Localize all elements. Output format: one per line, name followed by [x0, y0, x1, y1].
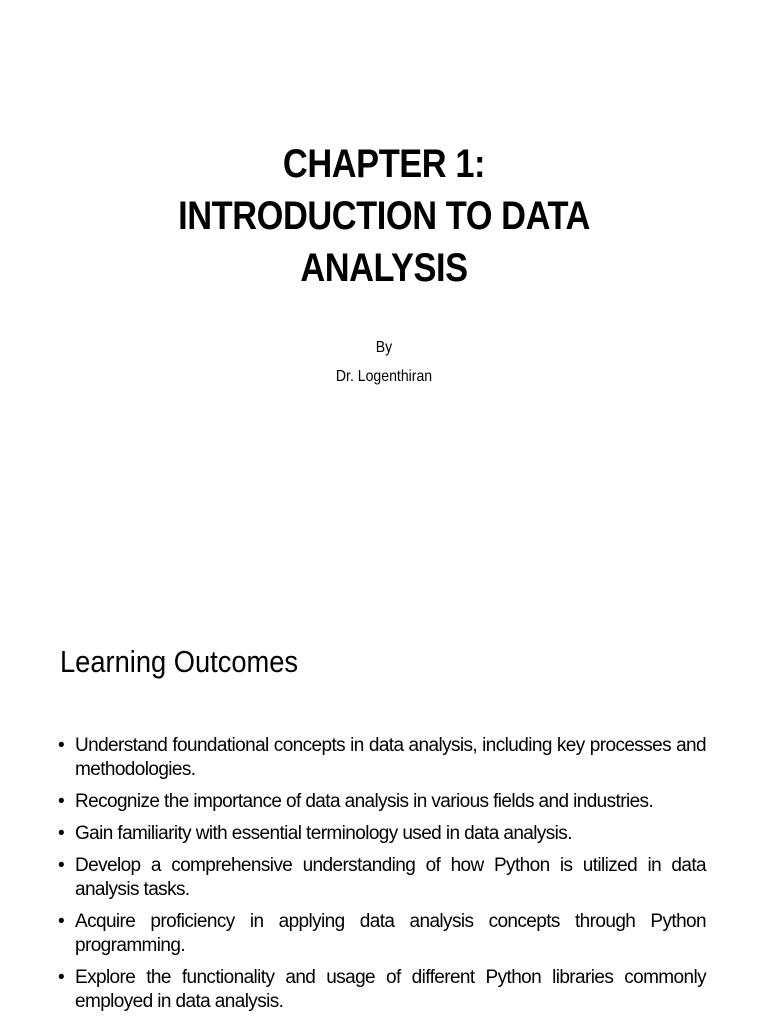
author-name: Dr. Logenthiran: [335, 368, 433, 385]
slide-title: [54, 138, 714, 294]
by-label: By: [375, 339, 393, 356]
bullet-icon: •: [58, 855, 65, 876]
list-item: [58, 910, 706, 958]
outcomes-list: [58, 734, 706, 1022]
list-item: [58, 790, 706, 814]
outcome-text: Recognize the importance of data analysis in various fields and industries.: [75, 791, 654, 812]
list-item: [58, 854, 706, 902]
list-item: [58, 822, 706, 846]
bullet-icon: •: [58, 967, 65, 988]
bullet-icon: •: [58, 823, 65, 844]
outcome-text: Understand foundational concepts in data analysis, including key processes and methodologies.: [75, 735, 706, 780]
outcomes-heading: Learning Outcomes: [60, 644, 299, 679]
title-line: INTRODUCTION TO DATA: [178, 194, 590, 238]
outcome-text: Acquire proficiency in applying data analysis concepts through Python programming.: [75, 911, 706, 956]
title-line: ANALYSIS: [300, 246, 468, 290]
outcome-text: Gain familiarity with essential terminology used in data analysis.: [75, 823, 572, 844]
outcome-text: Develop a comprehensive understanding of how Python is utilized in data analysis tasks.: [75, 855, 706, 900]
outcome-text: Explore the functionality and usage of different Python libraries commonly employed in data analysis.: [75, 967, 706, 1012]
bullet-icon: •: [58, 791, 65, 812]
bullet-icon: •: [58, 911, 65, 932]
list-item: [58, 734, 706, 782]
list-item: [58, 966, 706, 1014]
bullet-icon: •: [58, 735, 65, 756]
title-line: CHAPTER 1:: [282, 142, 486, 186]
